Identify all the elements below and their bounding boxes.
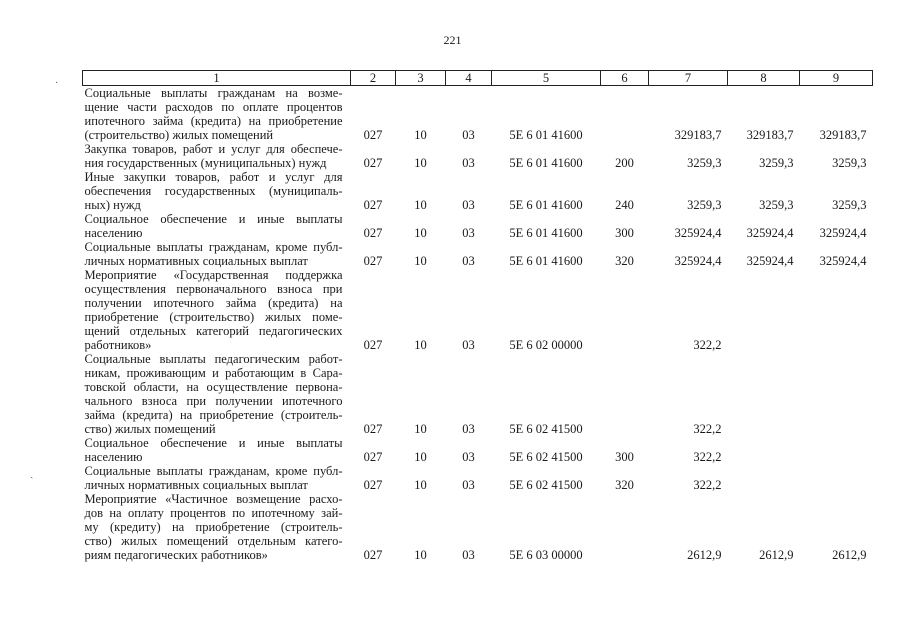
expense-type-code: 240 <box>615 198 634 212</box>
amount-col9: 2612,9 <box>832 548 867 562</box>
header-row <box>83 71 873 86</box>
row-description <box>83 436 351 464</box>
amount-col7: 322,2 <box>693 338 722 352</box>
amount-col9 <box>800 268 873 352</box>
budget-table <box>82 70 873 562</box>
amount-col7: 3259,3 <box>687 198 722 212</box>
amount-col7: 329183,7 <box>674 128 722 142</box>
amount-col8 <box>728 352 800 436</box>
column-header: 5 <box>492 71 601 86</box>
description-line: ство) жилых помещений отдельным катего- <box>84 534 343 548</box>
row-description <box>83 170 351 212</box>
description-line: приобретение (строительство) жилых поме- <box>84 310 343 324</box>
row-description <box>83 492 351 562</box>
target-article-code: 5Е 6 01 41600 <box>509 198 583 212</box>
description-line: Социальные выплаты педагогическим работ- <box>84 352 343 366</box>
expense-type-code: 200 <box>615 156 634 170</box>
amount-col8: 3259,3 <box>759 156 794 170</box>
target-article-code: 5Е 6 02 00000 <box>509 338 583 352</box>
expense-type-code <box>601 492 649 562</box>
table-body <box>83 86 873 563</box>
description-line: личных нормативных социальных выплат <box>84 254 308 268</box>
row-description <box>83 352 351 436</box>
description-line: (строительство) жилых помещений <box>84 128 274 142</box>
description-line: осуществления первоначального взноса при <box>84 282 343 296</box>
description-line: чального взноса при получении ипотечного <box>84 394 343 408</box>
description-line: населению <box>84 450 143 464</box>
expense-type-code <box>601 268 649 352</box>
amount-col7: 325924,4 <box>674 226 722 240</box>
subsection-code: 03 <box>462 422 475 436</box>
table-row <box>83 436 873 464</box>
description-line: работников» <box>84 338 152 352</box>
scan-dot: ˎ <box>30 468 34 479</box>
subsection-code: 03 <box>462 254 475 268</box>
target-article-code: 5Е 6 02 41500 <box>509 450 583 464</box>
amount-col9: 325924,4 <box>819 226 867 240</box>
amount-col8 <box>728 436 800 464</box>
amount-col7: 3259,3 <box>687 156 722 170</box>
section-code: 10 <box>414 548 427 562</box>
expense-type-code: 300 <box>615 450 634 464</box>
grbs-code: 027 <box>363 548 383 562</box>
column-header: 1 <box>83 71 351 86</box>
column-header: 2 <box>351 71 396 86</box>
amount-col9: 3259,3 <box>832 198 867 212</box>
amount-col9: 325924,4 <box>819 254 867 268</box>
description-line: Мероприятие «Частичное возмещение расхо- <box>84 492 343 506</box>
expense-type-code <box>601 86 649 143</box>
amount-col9 <box>800 464 873 492</box>
amount-col7: 322,2 <box>693 478 722 492</box>
description-line: обеспечения государственных (муниципаль- <box>84 184 343 198</box>
table-row <box>83 212 873 240</box>
amount-col9: 3259,3 <box>832 156 867 170</box>
amount-col7: 325924,4 <box>674 254 722 268</box>
subsection-code: 03 <box>462 478 475 492</box>
subsection-code: 03 <box>462 548 475 562</box>
description-line: риям педагогических работников» <box>84 548 268 562</box>
amount-col9 <box>800 436 873 464</box>
row-description <box>83 212 351 240</box>
grbs-code: 027 <box>363 226 383 240</box>
expense-type-code: 300 <box>615 226 634 240</box>
description-line: ных) нужд <box>84 198 141 212</box>
target-article-code: 5Е 6 01 41600 <box>509 226 583 240</box>
row-description <box>83 464 351 492</box>
subsection-code: 03 <box>462 198 475 212</box>
description-line: населению <box>84 226 143 240</box>
column-header: 4 <box>446 71 492 86</box>
amount-col8: 325924,4 <box>746 254 794 268</box>
description-line: Социальное обеспечение и иные выплаты <box>84 212 343 226</box>
row-description <box>83 240 351 268</box>
grbs-code: 027 <box>363 338 383 352</box>
description-line: Социальные выплаты гражданам, кроме публ- <box>84 240 343 254</box>
amount-col8: 2612,9 <box>759 548 794 562</box>
expense-type-code: 320 <box>615 478 634 492</box>
amount-col8: 325924,4 <box>746 226 794 240</box>
subsection-code: 03 <box>462 450 475 464</box>
description-line: щений отдельных категорий педагогических <box>84 324 343 338</box>
row-description <box>83 86 351 143</box>
subsection-code: 03 <box>462 156 475 170</box>
description-line: товской области, на осуществление первона- <box>84 380 343 394</box>
description-line: Мероприятие «Государственная поддержка <box>84 268 343 282</box>
description-line: ство) жилых помещений <box>84 422 216 436</box>
target-article-code: 5Е 6 01 41600 <box>509 254 583 268</box>
section-code: 10 <box>414 226 427 240</box>
amount-col7: 2612,9 <box>687 548 722 562</box>
amount-col8: 329183,7 <box>746 128 794 142</box>
description-line: Социальные выплаты гражданам, кроме публ- <box>84 464 343 478</box>
grbs-code: 027 <box>363 422 383 436</box>
amount-col8 <box>728 268 800 352</box>
description-line: ипотечного займа (кредита) на приобретение <box>84 114 343 128</box>
amount-col7: 322,2 <box>693 422 722 436</box>
row-description <box>83 268 351 352</box>
subsection-code: 03 <box>462 128 475 142</box>
grbs-code: 027 <box>363 478 383 492</box>
column-header: 7 <box>649 71 728 86</box>
grbs-code: 027 <box>363 254 383 268</box>
section-code: 10 <box>414 156 427 170</box>
amount-col9 <box>800 352 873 436</box>
description-line: получении ипотечного займа (кредита) на <box>84 296 343 310</box>
description-line: Иные закупки товаров, работ и услуг для <box>84 170 343 184</box>
target-article-code: 5Е 6 02 41500 <box>509 422 583 436</box>
column-header: 8 <box>728 71 800 86</box>
table-row <box>83 492 873 562</box>
section-code: 10 <box>414 478 427 492</box>
description-line: ния государственных (муниципальных) нужд <box>84 156 327 170</box>
table-row <box>83 86 873 143</box>
description-line: никам, проживающим и работающим в Сара- <box>84 366 343 380</box>
grbs-code: 027 <box>363 156 383 170</box>
scan-dot: · <box>55 78 59 89</box>
table-row <box>83 142 873 170</box>
description-line: Закупка товаров, работ и услуг для обеспече- <box>84 142 343 156</box>
amount-col8 <box>728 464 800 492</box>
section-code: 10 <box>414 254 427 268</box>
target-article-code: 5Е 6 03 00000 <box>509 548 583 562</box>
description-line: займа (кредита) на приобретение (строитель- <box>84 408 343 422</box>
grbs-code: 027 <box>363 128 383 142</box>
target-article-code: 5Е 6 02 41500 <box>509 478 583 492</box>
expense-type-code <box>601 352 649 436</box>
table-row <box>83 464 873 492</box>
section-code: 10 <box>414 338 427 352</box>
description-line: дов на оплату процентов по ипотечному зай- <box>84 506 343 520</box>
table-row <box>83 170 873 212</box>
section-code: 10 <box>414 422 427 436</box>
section-code: 10 <box>414 128 427 142</box>
page-number: 221 <box>443 33 462 47</box>
amount-col9: 329183,7 <box>819 128 867 142</box>
amount-col7: 322,2 <box>693 450 722 464</box>
subsection-code: 03 <box>462 226 475 240</box>
column-header: 6 <box>601 71 649 86</box>
grbs-code: 027 <box>363 450 383 464</box>
column-header: 9 <box>800 71 873 86</box>
table-row <box>83 240 873 268</box>
description-line: Социальные выплаты гражданам на возме- <box>84 86 343 100</box>
expense-type-code: 320 <box>615 254 634 268</box>
section-code: 10 <box>414 198 427 212</box>
target-article-code: 5Е 6 01 41600 <box>509 156 583 170</box>
section-code: 10 <box>414 450 427 464</box>
row-description <box>83 142 351 170</box>
description-line: личных нормативных социальных выплат <box>84 478 308 492</box>
table-row <box>83 268 873 352</box>
amount-col8: 3259,3 <box>759 198 794 212</box>
target-article-code: 5Е 6 01 41600 <box>509 128 583 142</box>
description-line: щение части расходов по оплате процентов <box>84 100 343 114</box>
grbs-code: 027 <box>363 198 383 212</box>
subsection-code: 03 <box>462 338 475 352</box>
table-row <box>83 352 873 436</box>
description-line: Социальное обеспечение и иные выплаты <box>84 436 343 450</box>
column-header: 3 <box>396 71 446 86</box>
description-line: му (кредиту) на приобретение (строитель- <box>84 520 343 534</box>
